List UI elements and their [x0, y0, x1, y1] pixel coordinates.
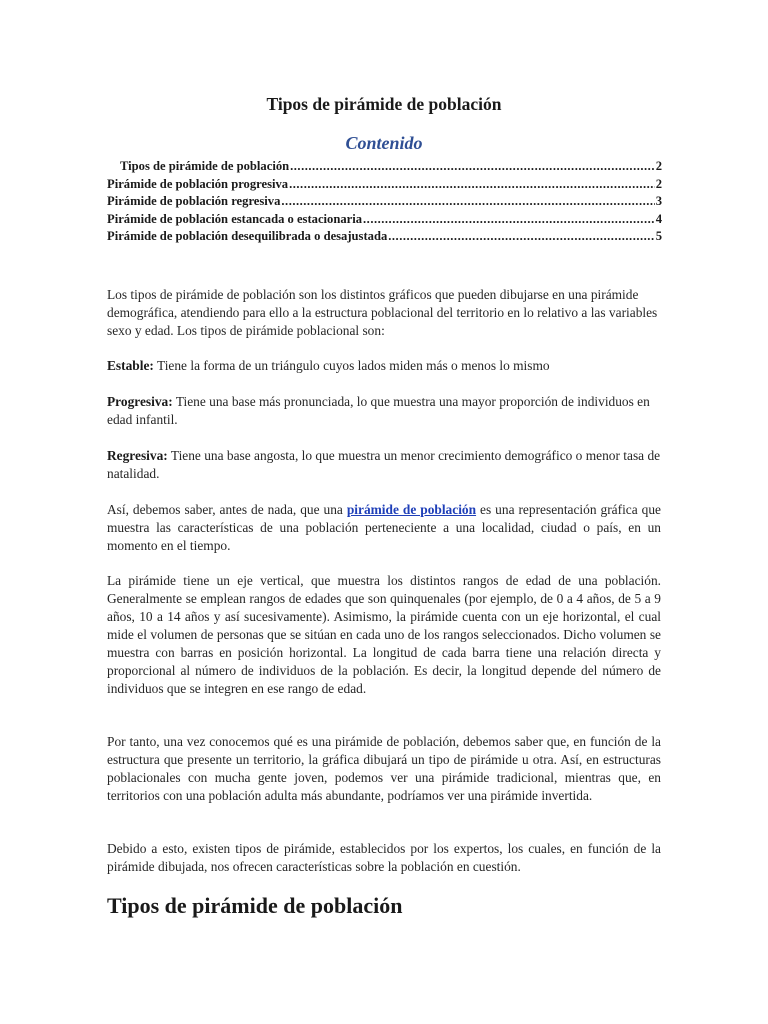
toc-leader-dots: [290, 159, 655, 174]
intro-paragraph: Los tipos de pirámide de población son los distintos gráficos que pueden dibujarse en una pirámide demográfica, atendiendo para ello a la estructura poblacional del territorio en lo relativo a las variables sexo y edad. Los tipos de pirámide poblacional son:: [107, 287, 658, 338]
table-of-contents: [107, 159, 662, 247]
document-title: Tipos de pirámide de población: [266, 94, 502, 114]
toc-entry[interactable]: [107, 194, 662, 212]
toc-entry-label: Pirámide de población estancada o estacionaria: [107, 211, 363, 226]
progresiva-paragraph: [107, 393, 661, 429]
structure-paragraph: Por tanto, una vez conocemos qué es una pirámide de población, debemos saber que, en función de la estructura que presente un territorio, la gráfica dibujará un tipo de pirámide u otra. Así, en estructuras poblacionales con mucha gente joven, podemos ver una pirámide tradicional, mientras que, en territorios con una población adulta más abundante, podríamos ver una pirámide invertida.: [107, 734, 661, 803]
axes-paragraph: La pirámide tiene un eje vertical, que muestra los distintos rangos de edad de una población. Generalmente se emplean rangos de edades que son quinquenales (por ejemplo, de 0 a 4 años, de 5 a 9 años, 10 a 14 años y así sucesivamente). Asimismo, la pirámide cuenta con un eje horizontal, el cual mide el volumen de personas que se sitúan en cada uno de los rangos seleccionados. Dicho volumen se muestra con barras en posición horizontal. La longitud de cada barra tiene una relación directa y proporcional al número de individuos de la población. Es decir, la longitud depende del número de individuos que se integren en ese rango de edad.: [107, 573, 661, 696]
toc-entry-label: Tipos de pirámide de población: [120, 159, 290, 173]
estable-paragraph: [107, 357, 661, 375]
toc-entry-page: 4: [655, 211, 662, 226]
toc-entry-page: 2: [655, 159, 662, 173]
types-intro-paragraph: Debido a esto, existen tipos de pirámide, establecidos por los expertos, los cuales, en función de la pirámide dibujada, nos ofrecen características sobre la población en cuestión.: [107, 841, 661, 874]
definition-text-after: es una representación gráfica que muestra las características de una población perteneciente a una localidad, ciudad o país, en un momento en el tiempo.: [107, 502, 661, 553]
toc-entry[interactable]: [107, 177, 662, 195]
toc-leader-dots: [289, 177, 655, 192]
toc-entry[interactable]: [107, 212, 662, 230]
toc-entry-page: 2: [655, 176, 662, 191]
estable-text: Tiene la forma de un triángulo cuyos lados miden más o menos lo mismo: [156, 358, 550, 373]
piramide-link[interactable]: pirámide de población: [346, 502, 477, 517]
toc-leader-dots: [281, 194, 654, 209]
toc-entry-page: 3: [655, 194, 662, 209]
section-heading: Tipos de pirámide de población: [107, 893, 403, 918]
regresiva-text: Tiene una base angosta, lo que muestra un menor crecimiento demográfico o menor tasa de natalidad.: [107, 448, 661, 481]
toc-entry-label: Pirámide de población regresiva: [107, 194, 281, 209]
regresiva-paragraph: [107, 447, 661, 483]
toc-heading: Contenido: [345, 133, 423, 153]
regresiva-lead: Regresiva:: [107, 448, 168, 463]
toc-entry-label: Pirámide de población progresiva: [107, 176, 289, 191]
toc-entry-label: Pirámide de población desequilibrada o desajustada: [107, 229, 388, 244]
toc-entry-page: 5: [655, 229, 662, 244]
toc-leader-dots: [363, 212, 655, 227]
toc-entry[interactable]: [107, 159, 662, 177]
progresiva-lead: Progresiva:: [107, 394, 173, 409]
progresiva-text: Tiene una base más pronunciada, lo que muestra una mayor proporción de individuos en edad infantil.: [107, 394, 650, 427]
estable-lead: Estable:: [107, 358, 154, 373]
toc-leader-dots: [388, 229, 654, 244]
definition-paragraph: [107, 501, 661, 555]
toc-entry[interactable]: [107, 229, 662, 247]
definition-text-before: Así, debemos saber, antes de nada, que una: [107, 502, 343, 517]
